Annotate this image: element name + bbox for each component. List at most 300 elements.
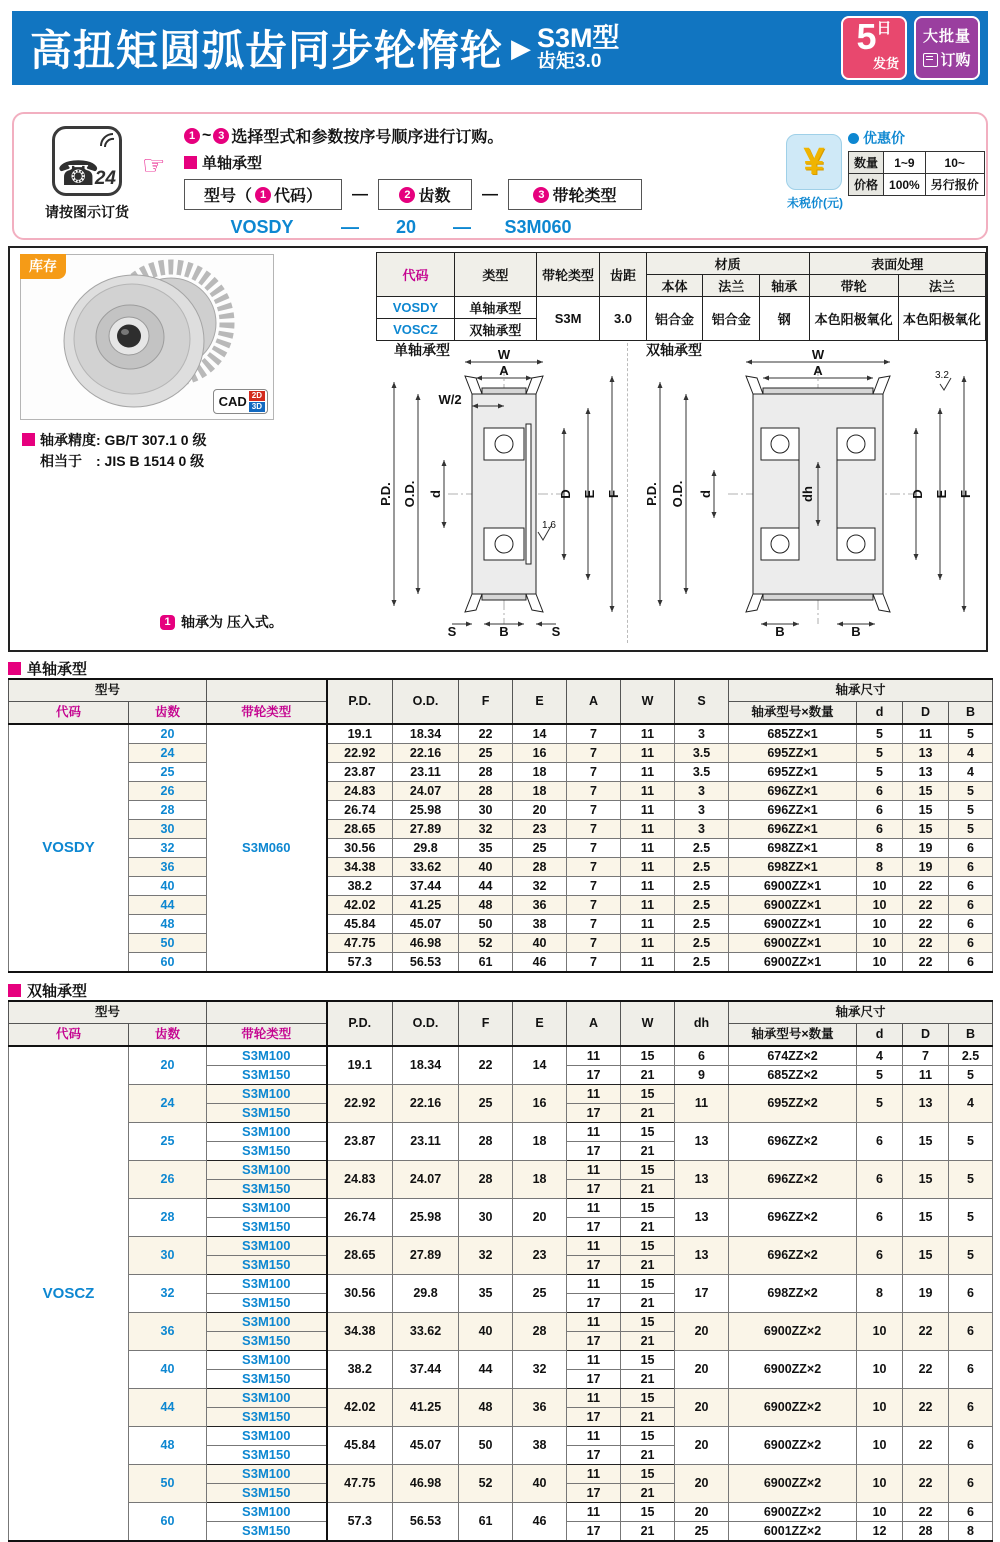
teeth-cell: 60 xyxy=(129,1503,207,1542)
B-cell: 6 xyxy=(949,915,993,934)
dim-w: W xyxy=(811,347,825,362)
signal-waves-icon xyxy=(97,128,121,150)
teeth-cell: 25 xyxy=(129,763,207,782)
col-surf-pulley: 带轮 xyxy=(809,275,898,297)
page-title: 高扭矩圆弧齿同步轮惰轮 xyxy=(30,27,504,74)
bearing-cell: 6001ZZ×2 xyxy=(729,1522,857,1542)
a-cell: 11 xyxy=(567,1275,621,1294)
header-D: D xyxy=(903,1024,949,1047)
dim-a: A xyxy=(499,363,509,378)
step-2-badge: 2 xyxy=(399,187,415,203)
d-cell: 10 xyxy=(857,896,903,915)
od-cell: 56.53 xyxy=(393,1503,459,1542)
dh-cell: 17 xyxy=(675,1275,729,1313)
pd-cell: 57.3 xyxy=(327,1503,393,1542)
teeth-cell: 32 xyxy=(129,1275,207,1313)
e-cell: 36 xyxy=(513,1389,567,1427)
dim-dh: dh xyxy=(800,486,815,502)
B-cell: 4 xyxy=(949,763,993,782)
od-cell: 45.07 xyxy=(393,1427,459,1465)
body-material: 铝合金 xyxy=(646,297,703,341)
e-cell: 14 xyxy=(513,1046,567,1085)
header-e: E xyxy=(513,679,567,724)
dim-e: E xyxy=(582,489,597,499)
e-cell: 20 xyxy=(513,1199,567,1237)
w-cell: 15 xyxy=(621,1313,675,1332)
a-cell: 7 xyxy=(567,915,621,934)
bearing-cell: 6900ZZ×1 xyxy=(729,915,857,934)
od-cell: 23.11 xyxy=(393,763,459,782)
D-cell: 19 xyxy=(903,839,949,858)
dh-cell: 20 xyxy=(675,1389,729,1427)
w-cell: 15 xyxy=(621,1275,675,1294)
e-cell: 32 xyxy=(513,877,567,896)
d-cell: 8 xyxy=(857,839,903,858)
table-row xyxy=(9,1389,993,1408)
dim-bearing-od: D xyxy=(558,489,573,499)
B-cell: 5 xyxy=(949,1237,993,1275)
D-cell: 15 xyxy=(903,820,949,839)
bearing-cell: 685ZZ×2 xyxy=(729,1066,857,1085)
d-cell: 6 xyxy=(857,1161,903,1199)
pd-cell: 42.02 xyxy=(327,896,393,915)
w-cell: 15 xyxy=(621,1085,675,1104)
price-value-2: 另行报价 xyxy=(925,174,984,196)
d-cell: 6 xyxy=(857,782,903,801)
table-row xyxy=(9,1427,993,1446)
f-cell: 32 xyxy=(459,820,513,839)
d-cell: 5 xyxy=(857,1066,903,1085)
col-body: 本体 xyxy=(646,275,703,297)
example-teeth: 20 xyxy=(395,217,417,237)
step-3-badge: 3 xyxy=(213,128,229,144)
pulley-type-cell: S3M100 xyxy=(207,1389,327,1408)
price-value-1: 100% xyxy=(884,174,926,196)
D-cell: 22 xyxy=(903,1465,949,1503)
table-row xyxy=(849,174,985,196)
header-bearing-size: 轴承尺寸 xyxy=(729,679,993,702)
bearing-cell: 696ZZ×2 xyxy=(729,1161,857,1199)
od-cell: 25.98 xyxy=(393,801,459,820)
a-cell: 11 xyxy=(567,1427,621,1446)
od-cell: 23.11 xyxy=(393,1123,459,1161)
pulley-type-cell: S3M150 xyxy=(207,1066,327,1085)
tax-exclusive-label: 未税价(元) xyxy=(787,196,843,210)
w-cell: 15 xyxy=(621,1351,675,1370)
s-cell: 3 xyxy=(675,801,729,820)
e-cell: 40 xyxy=(513,934,567,953)
bearing-cell: 698ZZ×1 xyxy=(729,839,857,858)
d-cell: 10 xyxy=(857,1503,903,1522)
step-1-badge: 1 xyxy=(184,128,200,144)
col-type: 类型 xyxy=(454,253,536,297)
f-cell: 52 xyxy=(459,934,513,953)
f-cell: 48 xyxy=(459,1389,513,1427)
a-cell: 11 xyxy=(567,1313,621,1332)
table-row xyxy=(9,839,993,858)
table-row xyxy=(9,744,993,763)
part-box-text: 代码） xyxy=(274,188,323,205)
f-cell: 22 xyxy=(459,724,513,744)
D-cell: 19 xyxy=(903,858,949,877)
D-cell: 22 xyxy=(903,915,949,934)
s-cell: 3.5 xyxy=(675,744,729,763)
example-part-number xyxy=(184,217,642,238)
teeth-cell: 48 xyxy=(129,915,207,934)
D-cell: 15 xyxy=(903,801,949,820)
header-d: d xyxy=(857,1024,903,1047)
od-cell: 46.98 xyxy=(393,1465,459,1503)
teeth-cell: 30 xyxy=(129,820,207,839)
a-cell: 7 xyxy=(567,744,621,763)
f-cell: 44 xyxy=(459,1351,513,1389)
B-cell: 5 xyxy=(949,1066,993,1085)
pulley-type-value: S3M xyxy=(536,297,599,341)
pd-cell: 42.02 xyxy=(327,1389,393,1427)
d-cell: 6 xyxy=(857,820,903,839)
pulley-type-cell: S3M150 xyxy=(207,1446,327,1465)
dim-od: O.D. xyxy=(402,480,417,508)
header-B: B xyxy=(949,1024,993,1047)
part-box-code xyxy=(184,179,342,210)
e-cell: 38 xyxy=(513,915,567,934)
a-cell: 17 xyxy=(567,1256,621,1275)
teeth-cell: 30 xyxy=(129,1237,207,1275)
table-row xyxy=(9,877,993,896)
badge-5-number: 5 xyxy=(856,16,877,57)
pd-cell: 24.83 xyxy=(327,1161,393,1199)
a-cell: 11 xyxy=(567,1123,621,1142)
bearing-cell: 695ZZ×2 xyxy=(729,1085,857,1123)
product-overview-box xyxy=(8,246,988,652)
od-cell: 56.53 xyxy=(393,953,459,973)
f-cell: 35 xyxy=(459,839,513,858)
dh-cell: 20 xyxy=(675,1313,729,1351)
B-cell: 6 xyxy=(949,1351,993,1389)
pulley-type-cell: S3M100 xyxy=(207,1046,327,1066)
pulley-type-cell: S3M150 xyxy=(207,1104,327,1123)
w-cell: 15 xyxy=(621,1465,675,1484)
w-cell: 15 xyxy=(621,1199,675,1218)
d-cell: 8 xyxy=(857,1275,903,1313)
bearing-cell: 696ZZ×1 xyxy=(729,820,857,839)
w-cell: 11 xyxy=(621,915,675,934)
part-number-boxes xyxy=(184,179,642,210)
teeth-cell: 24 xyxy=(129,1085,207,1123)
w-cell: 11 xyxy=(621,877,675,896)
badge-ship-label: 发货 xyxy=(872,56,899,71)
B-cell: 6 xyxy=(949,896,993,915)
phone-order-block xyxy=(32,126,142,222)
w-cell: 11 xyxy=(621,724,675,744)
header-bearing: 轴承型号×数量 xyxy=(729,1024,857,1047)
D-cell: 15 xyxy=(903,782,949,801)
pd-cell: 19.1 xyxy=(327,1046,393,1085)
w-cell: 21 xyxy=(621,1522,675,1542)
w-cell: 11 xyxy=(621,801,675,820)
pd-cell: 30.56 xyxy=(327,1275,393,1313)
col-material: 材质 xyxy=(646,253,809,275)
D-cell: 15 xyxy=(903,1199,949,1237)
d-cell: 6 xyxy=(857,1199,903,1237)
table-row xyxy=(9,858,993,877)
price-block xyxy=(786,128,979,210)
f-cell: 32 xyxy=(459,1237,513,1275)
D-cell: 28 xyxy=(903,1522,949,1542)
B-cell: 6 xyxy=(949,1313,993,1351)
od-cell: 18.34 xyxy=(393,1046,459,1085)
w-cell: 21 xyxy=(621,1218,675,1237)
dh-cell: 13 xyxy=(675,1237,729,1275)
d-cell: 5 xyxy=(857,724,903,744)
qty-range-1: 1~9 xyxy=(884,152,926,174)
header-s: S xyxy=(675,679,729,724)
w-cell: 15 xyxy=(621,1161,675,1180)
bearing-cell: 6900ZZ×2 xyxy=(729,1465,857,1503)
w-cell: 21 xyxy=(621,1066,675,1085)
B-cell: 6 xyxy=(949,1389,993,1427)
B-cell: 6 xyxy=(949,1427,993,1465)
pulley-type-cell: S3M100 xyxy=(207,1351,327,1370)
part-box-text: 齿数 xyxy=(418,188,451,205)
pulley-type-cell: S3M150 xyxy=(207,1142,327,1161)
single-bearing-section-label xyxy=(8,658,87,679)
a-cell: 11 xyxy=(567,1085,621,1104)
single-bearing-table xyxy=(8,678,993,973)
table-row xyxy=(9,1161,993,1180)
a-cell: 11 xyxy=(567,1389,621,1408)
e-cell: 18 xyxy=(513,1161,567,1199)
d-cell: 8 xyxy=(857,858,903,877)
cad-download-badge[interactable] xyxy=(213,389,268,414)
w-cell: 21 xyxy=(621,1484,675,1503)
table-row xyxy=(9,953,993,973)
header-bearing-size: 轴承尺寸 xyxy=(729,1001,993,1024)
pointing-hand-icon: ☞ xyxy=(142,150,166,180)
code-voscz: VOSCZ xyxy=(377,319,455,341)
B-cell: 6 xyxy=(949,1465,993,1503)
teeth-cell: 20 xyxy=(129,724,207,744)
od-cell: 29.8 xyxy=(393,1275,459,1313)
pd-cell: 26.74 xyxy=(327,1199,393,1237)
header-f: F xyxy=(459,1001,513,1046)
a-cell: 7 xyxy=(567,858,621,877)
table-row xyxy=(849,152,985,174)
dh-cell: 13 xyxy=(675,1123,729,1161)
s-cell: 2.5 xyxy=(675,858,729,877)
a-cell: 11 xyxy=(567,1046,621,1066)
cad-2d-label: 2D xyxy=(249,391,265,401)
table-row xyxy=(9,801,993,820)
teeth-cell: 40 xyxy=(129,1351,207,1389)
header-model: 型号 xyxy=(9,679,207,702)
f-cell: 35 xyxy=(459,1275,513,1313)
w-cell: 21 xyxy=(621,1446,675,1465)
d-cell: 10 xyxy=(857,877,903,896)
s-cell: 3 xyxy=(675,782,729,801)
header-d: d xyxy=(857,702,903,725)
od-cell: 45.07 xyxy=(393,915,459,934)
pd-cell: 23.87 xyxy=(327,1123,393,1161)
badge-5day-shipping xyxy=(841,16,907,80)
D-cell: 22 xyxy=(903,953,949,973)
teeth-cell: 60 xyxy=(129,953,207,973)
B-cell: 5 xyxy=(949,1123,993,1161)
f-cell: 44 xyxy=(459,877,513,896)
header-teeth: 齿数 xyxy=(129,1024,207,1047)
header-w: W xyxy=(621,1001,675,1046)
B-cell: 8 xyxy=(949,1522,993,1542)
teeth-cell: 32 xyxy=(129,839,207,858)
od-cell: 41.25 xyxy=(393,1389,459,1427)
pd-cell: 38.2 xyxy=(327,1351,393,1389)
od-cell: 29.8 xyxy=(393,839,459,858)
a-cell: 11 xyxy=(567,1503,621,1522)
f-cell: 40 xyxy=(459,1313,513,1351)
table-row xyxy=(9,1237,993,1256)
example-code: VOSDY xyxy=(230,217,294,237)
f-cell: 25 xyxy=(459,744,513,763)
a-cell: 17 xyxy=(567,1522,621,1542)
a-cell: 7 xyxy=(567,953,621,973)
a-cell: 17 xyxy=(567,1066,621,1085)
table-row xyxy=(9,1085,993,1104)
pulley-type-cell: S3M150 xyxy=(207,1408,327,1427)
col-pulley-type: 带轮类型 xyxy=(536,253,599,297)
col-code: 代码 xyxy=(377,253,455,297)
s-cell: 2.5 xyxy=(675,934,729,953)
w-cell: 15 xyxy=(621,1427,675,1446)
teeth-cell: 25 xyxy=(129,1123,207,1161)
tilde: ~ xyxy=(202,126,212,144)
square-bullet-icon xyxy=(8,984,21,997)
B-cell: 6 xyxy=(949,953,993,973)
f-cell: 40 xyxy=(459,858,513,877)
D-cell: 22 xyxy=(903,1427,949,1465)
bearing-cell: 6900ZZ×1 xyxy=(729,953,857,973)
header-od: O.D. xyxy=(393,679,459,724)
e-cell: 46 xyxy=(513,953,567,973)
w-cell: 11 xyxy=(621,763,675,782)
header-pd: P.D. xyxy=(327,1001,393,1046)
col-pitch: 齿距 xyxy=(600,253,646,297)
od-cell: 27.89 xyxy=(393,820,459,839)
dim-bearing-od: D xyxy=(910,489,925,499)
e-cell: 20 xyxy=(513,801,567,820)
product-photo xyxy=(20,254,274,420)
table-row xyxy=(9,1199,993,1218)
a-cell: 17 xyxy=(567,1408,621,1427)
dh-cell: 9 xyxy=(675,1066,729,1085)
table-row xyxy=(9,1046,993,1066)
double-bearing-drawing-label: 双轴承型 xyxy=(646,342,702,358)
bearing-cell: 696ZZ×1 xyxy=(729,782,857,801)
dim-s1: S xyxy=(447,624,457,639)
header-dh: dh xyxy=(675,1001,729,1046)
dim-s2: S xyxy=(551,624,561,639)
telephone-icon: ☎ xyxy=(57,155,100,193)
dh-cell: 11 xyxy=(675,1085,729,1123)
e-cell: 36 xyxy=(513,896,567,915)
badge-bulk-order xyxy=(914,16,980,80)
e-cell: 38 xyxy=(513,1427,567,1465)
part-box-teeth xyxy=(378,179,472,210)
pd-cell: 57.3 xyxy=(327,953,393,973)
bearing-precision-note xyxy=(22,430,206,472)
col-flange: 法兰 xyxy=(703,275,760,297)
e-cell: 16 xyxy=(513,744,567,763)
part-box-text: 型号（ xyxy=(203,188,252,205)
D-cell: 7 xyxy=(903,1046,949,1066)
f-cell: 28 xyxy=(459,763,513,782)
f-cell: 28 xyxy=(459,1123,513,1161)
pulley-type-cell: S3M150 xyxy=(207,1484,327,1503)
D-cell: 22 xyxy=(903,1503,949,1522)
B-cell: 6 xyxy=(949,839,993,858)
d-cell: 10 xyxy=(857,934,903,953)
w-cell: 11 xyxy=(621,782,675,801)
drawing-divider xyxy=(627,343,628,643)
quantity-price-table xyxy=(848,151,985,196)
f-cell: 48 xyxy=(459,896,513,915)
s-cell: 3 xyxy=(675,820,729,839)
header-w: W xyxy=(621,679,675,724)
discount-price-title xyxy=(848,128,972,148)
code-cell: VOSCZ xyxy=(9,1046,129,1541)
D-cell: 15 xyxy=(903,1123,949,1161)
step-3-badge: 3 xyxy=(533,187,549,203)
pulley-type-cell: S3M100 xyxy=(207,1313,327,1332)
ordering-guide xyxy=(12,112,988,240)
e-cell: 18 xyxy=(513,782,567,801)
example-pulley-type: S3M060 xyxy=(504,217,572,237)
section-title: 单轴承型 xyxy=(27,661,88,678)
code-vosdy: VOSDY xyxy=(377,297,455,319)
part-box-type xyxy=(508,179,642,210)
table-row xyxy=(9,679,993,702)
table-row xyxy=(9,1275,993,1294)
a-cell: 17 xyxy=(567,1370,621,1389)
pd-cell: 34.38 xyxy=(327,1313,393,1351)
w-cell: 15 xyxy=(621,1389,675,1408)
table-row xyxy=(9,1465,993,1484)
pulley-type-cell: S3M150 xyxy=(207,1332,327,1351)
w-cell: 11 xyxy=(621,858,675,877)
D-cell: 22 xyxy=(903,896,949,915)
double-bearing-section-label xyxy=(8,980,87,1001)
pulley-type-cell: S3M100 xyxy=(207,1503,327,1522)
a-cell: 7 xyxy=(567,763,621,782)
dh-cell: 20 xyxy=(675,1465,729,1503)
dim-d: d xyxy=(698,490,713,498)
header-code: 代码 xyxy=(9,702,129,725)
header-B: B xyxy=(949,702,993,725)
header-model: 型号 xyxy=(9,1001,207,1024)
D-cell: 22 xyxy=(903,1351,949,1389)
f-cell: 61 xyxy=(459,1503,513,1542)
B-cell: 5 xyxy=(949,782,993,801)
bearing-cell: 6900ZZ×2 xyxy=(729,1351,857,1389)
e-cell: 32 xyxy=(513,1351,567,1389)
s-cell: 3.5 xyxy=(675,763,729,782)
D-cell: 15 xyxy=(903,1161,949,1199)
od-cell: 33.62 xyxy=(393,1313,459,1351)
header-pd: P.D. xyxy=(327,679,393,724)
double-bearing-drawing xyxy=(640,348,988,640)
header-code: 代码 xyxy=(9,1024,129,1047)
e-cell: 46 xyxy=(513,1503,567,1542)
table-row xyxy=(9,820,993,839)
